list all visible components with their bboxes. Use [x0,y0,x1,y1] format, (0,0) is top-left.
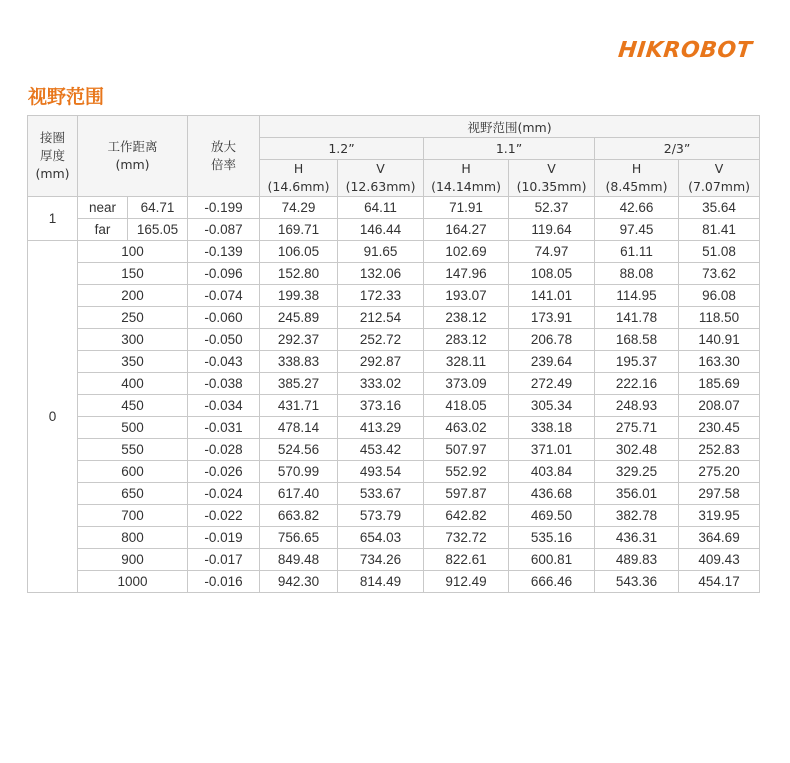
header-v-1 [338,160,424,197]
fov-value-cell: 328.11 [424,351,509,373]
thickness-cell: 0 [28,241,78,593]
fov-value-cell: 74.29 [260,197,338,219]
fov-value-cell: 91.65 [338,241,424,263]
fov-value-cell: 373.09 [424,373,509,395]
table-row [28,395,760,417]
table-body [28,197,760,593]
header-v-2 [509,160,595,197]
fov-table [27,115,760,593]
fov-value-cell: 239.64 [509,351,595,373]
fov-value-cell: 252.72 [338,329,424,351]
fov-value-cell: 118.50 [679,307,760,329]
fov-value-cell: 493.54 [338,461,424,483]
header-mag-line1: 放大 [211,139,237,154]
fov-value-cell: 64.11 [338,197,424,219]
magnification-cell: -0.050 [188,329,260,351]
fov-value-cell: 533.67 [338,483,424,505]
header-size: (14.6mm) [267,179,330,194]
table-header [28,116,760,197]
fov-value-cell: 61.11 [595,241,679,263]
wd-cell: 400 [78,373,188,395]
wd-cell: 600 [78,461,188,483]
magnification-cell: -0.199 [188,197,260,219]
fov-value-cell: 454.17 [679,571,760,593]
magnification-cell: -0.034 [188,395,260,417]
fov-value-cell: 570.99 [260,461,338,483]
fov-value-cell: 193.07 [424,285,509,307]
table-row [28,329,760,351]
header-h-label: H [293,161,304,176]
fov-value-cell: 297.58 [679,483,760,505]
header-sensor-2-3: 2/3” [595,138,760,160]
fov-value-cell: 732.72 [424,527,509,549]
table-row [28,373,760,395]
header-mag-line2: 倍率 [211,157,237,172]
header-size: (14.14mm) [431,179,501,194]
fov-value-cell: 552.92 [424,461,509,483]
header-sensor-1-2: 1.2” [260,138,424,160]
header-size: (8.45mm) [605,179,668,194]
fov-value-cell: 597.87 [424,483,509,505]
magnification-cell: -0.016 [188,571,260,593]
table-row [28,505,760,527]
fov-value-cell: 305.34 [509,395,595,417]
fov-value-cell: 356.01 [595,483,679,505]
header-sensor-1-1: 1.1” [424,138,595,160]
fov-value-cell: 245.89 [260,307,338,329]
header-size: (10.35mm) [516,179,587,194]
header-h-2 [424,160,509,197]
fov-value-cell: 535.16 [509,527,595,549]
fov-value-cell: 453.42 [338,439,424,461]
fov-value-cell: 52.37 [509,197,595,219]
wd-cell: 200 [78,285,188,307]
brand-logo: HIKROBOT [616,38,754,63]
header-v-3 [679,160,760,197]
table-row [28,483,760,505]
fov-value-cell: 364.69 [679,527,760,549]
magnification-cell: -0.060 [188,307,260,329]
table-row [28,285,760,307]
wd-cell: 165.05 [128,219,188,241]
fov-value-cell: 543.36 [595,571,679,593]
fov-value-cell: 942.30 [260,571,338,593]
fov-value-cell: 663.82 [260,505,338,527]
fov-value-cell: 141.01 [509,285,595,307]
fov-value-cell: 338.18 [509,417,595,439]
wd-cell: 900 [78,549,188,571]
magnification-cell: -0.024 [188,483,260,505]
table-row [28,527,760,549]
header-working-distance [78,116,188,197]
thickness-cell: 1 [28,197,78,241]
wd-cell: 550 [78,439,188,461]
header-size: (12.63mm) [345,179,416,194]
fov-value-cell: 106.05 [260,241,338,263]
header-thickness-line1: 接圈 [39,130,65,145]
fov-value-cell: 600.81 [509,549,595,571]
wd-cell: 700 [78,505,188,527]
fov-value-cell: 333.02 [338,373,424,395]
fov-value-cell: 292.87 [338,351,424,373]
header-wd-line1: 工作距离 [107,139,158,154]
fov-value-cell: 573.79 [338,505,424,527]
wd-cell: 800 [78,527,188,549]
magnification-cell: -0.028 [188,439,260,461]
fov-value-cell: 469.50 [509,505,595,527]
fov-value-cell: 168.58 [595,329,679,351]
magnification-cell: -0.074 [188,285,260,307]
header-v-label: V [376,161,385,176]
fov-value-cell: 302.48 [595,439,679,461]
header-thickness [28,116,78,197]
fov-value-cell: 319.95 [679,505,760,527]
fov-value-cell: 403.84 [509,461,595,483]
table-row [28,219,760,241]
fov-value-cell: 338.83 [260,351,338,373]
fov-value-cell: 119.64 [509,219,595,241]
fov-value-cell: 81.41 [679,219,760,241]
fov-value-cell: 199.38 [260,285,338,307]
magnification-cell: -0.139 [188,241,260,263]
table-row [28,461,760,483]
table-row [28,439,760,461]
header-magnification [188,116,260,197]
wd-label-cell: near [78,197,128,219]
header-h-label: H [631,161,642,176]
fov-value-cell: 252.83 [679,439,760,461]
fov-value-cell: 478.14 [260,417,338,439]
fov-value-cell: 507.97 [424,439,509,461]
table-row [28,571,760,593]
fov-value-cell: 172.33 [338,285,424,307]
fov-value-cell: 489.83 [595,549,679,571]
fov-value-cell: 140.91 [679,329,760,351]
magnification-cell: -0.038 [188,373,260,395]
fov-value-cell: 272.49 [509,373,595,395]
fov-value-cell: 409.43 [679,549,760,571]
table-row [28,197,760,219]
header-size: (7.07mm) [688,179,751,194]
fov-value-cell: 195.37 [595,351,679,373]
fov-value-cell: 436.31 [595,527,679,549]
fov-value-cell: 222.16 [595,373,679,395]
table-row [28,307,760,329]
wd-cell: 500 [78,417,188,439]
wd-cell: 300 [78,329,188,351]
header-thickness-line2: 厚度 [39,148,65,163]
fov-value-cell: 275.20 [679,461,760,483]
fov-value-cell: 418.05 [424,395,509,417]
fov-value-cell: 42.66 [595,197,679,219]
fov-value-cell: 185.69 [679,373,760,395]
fov-value-cell: 329.25 [595,461,679,483]
fov-value-cell: 114.95 [595,285,679,307]
fov-value-cell: 642.82 [424,505,509,527]
wd-cell: 250 [78,307,188,329]
fov-value-cell: 654.03 [338,527,424,549]
magnification-cell: -0.026 [188,461,260,483]
fov-value-cell: 238.12 [424,307,509,329]
fov-value-cell: 431.71 [260,395,338,417]
fov-value-cell: 146.44 [338,219,424,241]
magnification-cell: -0.022 [188,505,260,527]
fov-value-cell: 73.62 [679,263,760,285]
wd-cell: 150 [78,263,188,285]
header-wd-line2: (mm) [115,157,150,172]
fov-value-cell: 371.01 [509,439,595,461]
header-v-label: V [547,161,556,176]
fov-value-cell: 169.71 [260,219,338,241]
table-row [28,549,760,571]
wd-label-cell: far [78,219,128,241]
magnification-cell: -0.043 [188,351,260,373]
magnification-cell: -0.019 [188,527,260,549]
fov-value-cell: 248.93 [595,395,679,417]
fov-value-cell: 385.27 [260,373,338,395]
wd-cell: 64.71 [128,197,188,219]
fov-value-cell: 283.12 [424,329,509,351]
fov-value-cell: 756.65 [260,527,338,549]
fov-value-cell: 230.45 [679,417,760,439]
fov-value-cell: 436.68 [509,483,595,505]
fov-value-cell: 141.78 [595,307,679,329]
fov-value-cell: 292.37 [260,329,338,351]
fov-value-cell: 147.96 [424,263,509,285]
wd-cell: 350 [78,351,188,373]
fov-value-cell: 108.05 [509,263,595,285]
fov-value-cell: 71.91 [424,197,509,219]
fov-value-cell: 206.78 [509,329,595,351]
magnification-cell: -0.017 [188,549,260,571]
fov-value-cell: 164.27 [424,219,509,241]
fov-value-cell: 382.78 [595,505,679,527]
header-thickness-line3: (mm) [35,166,70,181]
fov-value-cell: 912.49 [424,571,509,593]
wd-cell: 1000 [78,571,188,593]
fov-value-cell: 152.80 [260,263,338,285]
fov-value-cell: 173.91 [509,307,595,329]
fov-value-cell: 413.29 [338,417,424,439]
wd-cell: 650 [78,483,188,505]
header-h-1 [260,160,338,197]
wd-cell: 450 [78,395,188,417]
fov-value-cell: 463.02 [424,417,509,439]
header-h-label: H [461,161,471,176]
header-h-3 [595,160,679,197]
fov-value-cell: 617.40 [260,483,338,505]
fov-value-cell: 666.46 [509,571,595,593]
fov-value-cell: 51.08 [679,241,760,263]
fov-value-cell: 102.69 [424,241,509,263]
fov-value-cell: 849.48 [260,549,338,571]
table-row [28,263,760,285]
fov-value-cell: 822.61 [424,549,509,571]
fov-value-cell: 814.49 [338,571,424,593]
fov-value-cell: 96.08 [679,285,760,307]
fov-value-cell: 524.56 [260,439,338,461]
fov-value-cell: 212.54 [338,307,424,329]
fov-value-cell: 88.08 [595,263,679,285]
fov-value-cell: 275.71 [595,417,679,439]
fov-value-cell: 97.45 [595,219,679,241]
fov-value-cell: 373.16 [338,395,424,417]
fov-value-cell: 163.30 [679,351,760,373]
magnification-cell: -0.031 [188,417,260,439]
header-v-label: V [714,161,724,176]
table-row [28,351,760,373]
magnification-cell: -0.096 [188,263,260,285]
table-row [28,417,760,439]
fov-value-cell: 132.06 [338,263,424,285]
section-title: 视野范围 [28,86,105,108]
fov-value-cell: 35.64 [679,197,760,219]
magnification-cell: -0.087 [188,219,260,241]
wd-cell: 100 [78,241,188,263]
fov-value-cell: 74.97 [509,241,595,263]
fov-value-cell: 734.26 [338,549,424,571]
table-row [28,241,760,263]
header-fov: 视野范围(mm) [260,116,760,138]
fov-value-cell: 208.07 [679,395,760,417]
